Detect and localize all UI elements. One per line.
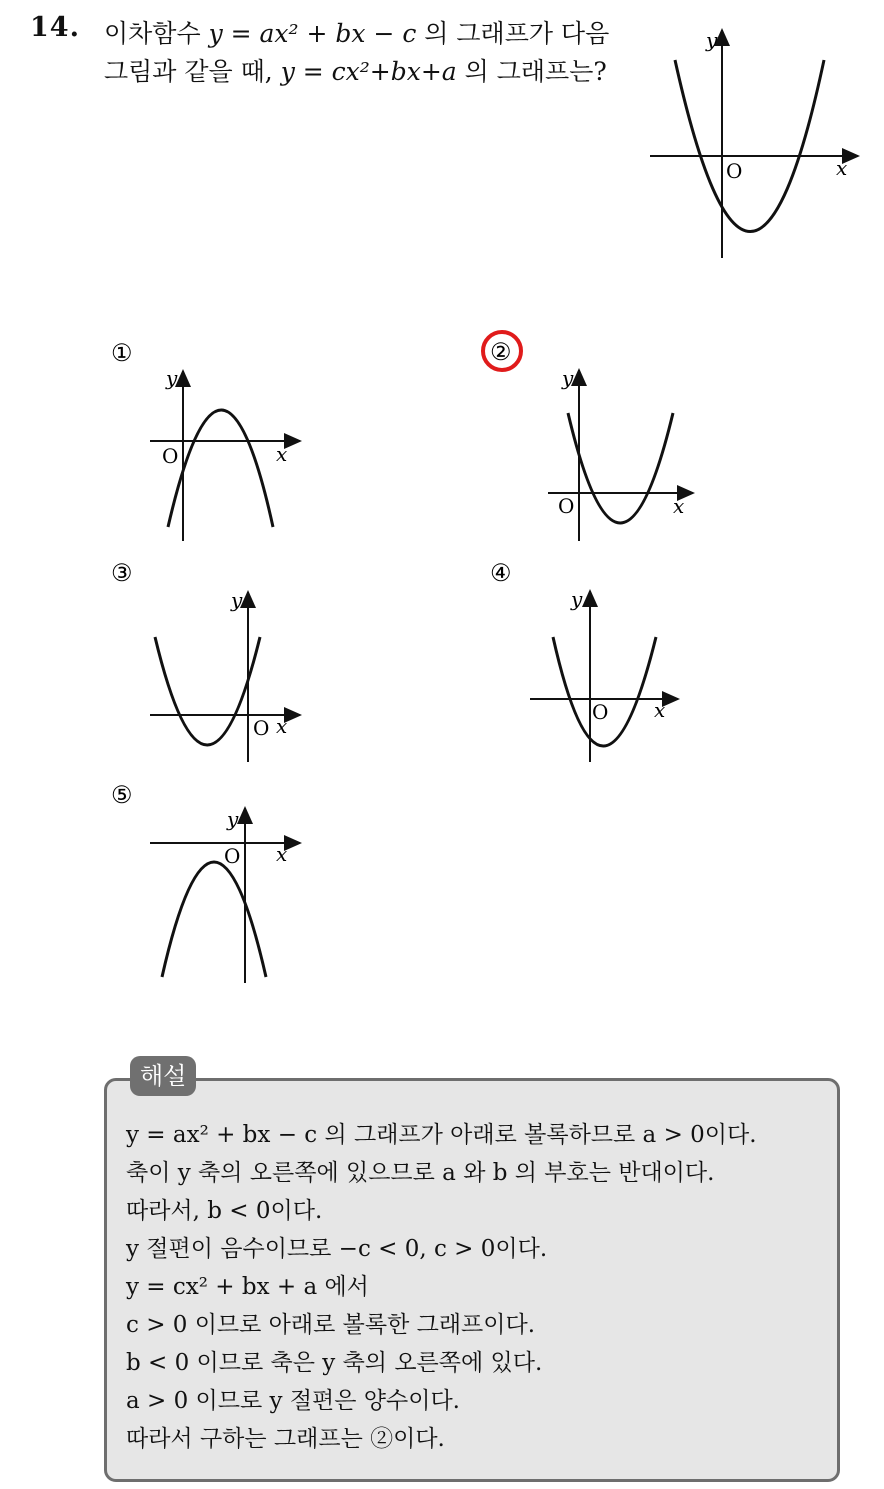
y-axis-label: y: [562, 366, 574, 390]
question-number: 14.: [30, 12, 80, 43]
choice-2-graph[interactable]: [478, 325, 708, 550]
given-graph: [640, 25, 870, 265]
choice-number: ⑤: [111, 781, 133, 809]
solution-line: 따라서 구하는 그래프는 ②이다.: [126, 1426, 445, 1452]
choice-5-graph[interactable]: [100, 777, 320, 992]
y-axis-label: y: [231, 588, 243, 612]
solution-line: c > 0 이므로 아래로 볼록한 그래프이다.: [126, 1312, 536, 1338]
question-line-1: [104, 14, 609, 50]
choice-number: ③: [111, 559, 133, 587]
parabola-curve: [675, 60, 824, 232]
origin-label: O: [558, 494, 575, 518]
y-axis-label: y: [227, 807, 239, 831]
solution-line: b < 0 이므로 축은 y 축의 오른쪽에 있다.: [126, 1350, 543, 1376]
x-axis-label: x: [673, 494, 685, 518]
y-axis-label: y: [166, 366, 178, 390]
question-text: 의 그래프는?: [456, 57, 607, 86]
choice-1-graph[interactable]: [100, 335, 320, 550]
origin-label: O: [224, 844, 241, 868]
x-axis-label: x: [654, 698, 666, 722]
choice-4-graph[interactable]: [478, 555, 708, 770]
parabola-curve: [568, 413, 673, 523]
parabola-curve: [162, 862, 266, 977]
x-axis-label: x: [836, 156, 848, 180]
solution-line: 따라서, b < 0이다.: [126, 1198, 323, 1224]
y-axis-label: y: [571, 587, 583, 611]
origin-label: O: [726, 159, 743, 183]
question-text: 의 그래프가 다음: [416, 19, 610, 48]
parabola-curve: [155, 637, 260, 745]
origin-label: O: [162, 444, 179, 468]
question-text: 이차함수: [104, 19, 209, 48]
solution-line: a > 0 이므로 y 절편은 양수이다.: [126, 1388, 460, 1414]
parabola-curve: [553, 637, 656, 746]
solution-line: y = cx² + bx + a 에서: [126, 1274, 369, 1300]
x-axis-label: x: [276, 842, 288, 866]
question-equation: y = ax² + bx − c: [208, 19, 417, 48]
choice-3-graph[interactable]: [100, 555, 320, 770]
x-axis-label: x: [276, 442, 288, 466]
question-line-2: [104, 52, 607, 88]
choice-number: ①: [111, 339, 133, 367]
question-text: 그림과 같을 때,: [104, 57, 281, 86]
question-equation: y = cx²+bx+a: [280, 57, 457, 86]
choice-number: ④: [490, 559, 512, 587]
origin-label: O: [253, 716, 270, 740]
solution-tag: 해설: [130, 1056, 196, 1096]
origin-label: O: [592, 700, 609, 724]
solution-line: y = ax² + bx − c 의 그래프가 아래로 볼록하므로 a > 0이다.: [126, 1122, 757, 1148]
solution-line: y 절편이 음수이므로 −c < 0, c > 0이다.: [126, 1236, 548, 1262]
choice-number: ②: [490, 338, 512, 366]
x-axis-label: x: [276, 714, 288, 738]
solution-line: 축이 y 축의 오른쪽에 있으므로 a 와 b 의 부호는 반대이다.: [126, 1160, 715, 1186]
y-axis-label: y: [706, 28, 718, 52]
